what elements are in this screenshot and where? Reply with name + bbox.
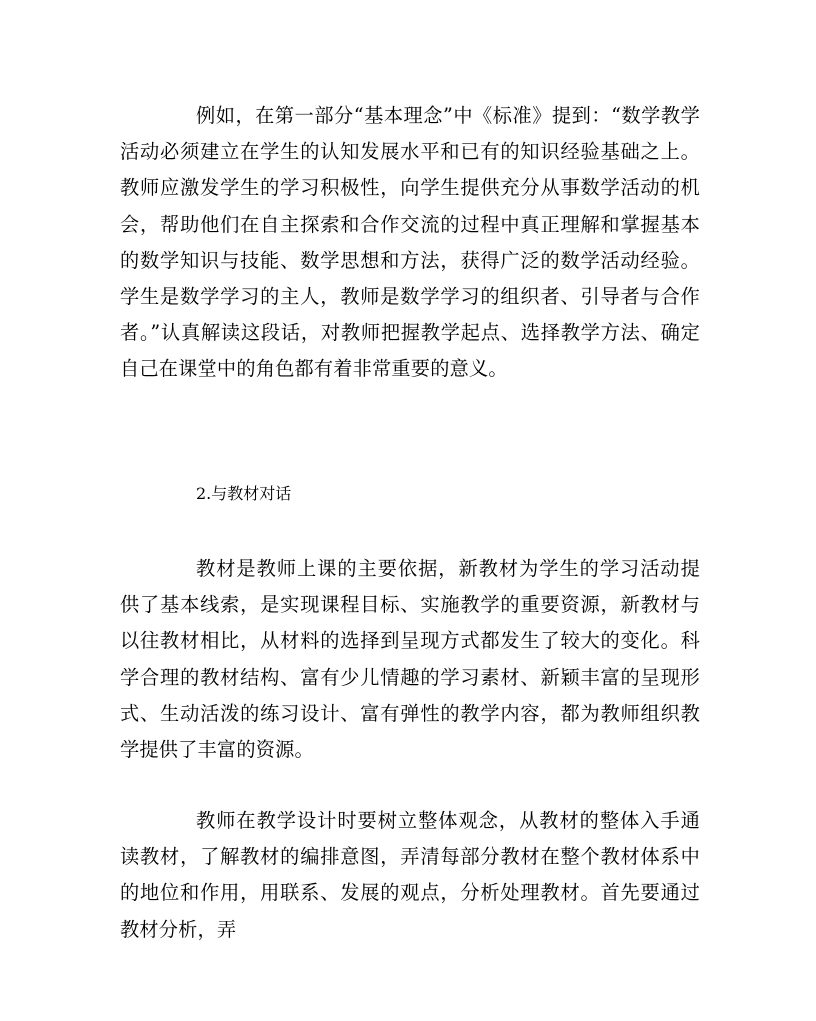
body-paragraph-standards-quote: 例如，在第一部分“基本理念”中《标准》提到：“数学教学活动必须建立在学生的认知发展水平和已有的知识经验基础之上。教师应激发学生的学习积极性，向学生提供充分从事数学活动的机会，帮助他们在自主探索和合作交流的过程中真正理解和掌握基本的数学知识与技能、数学思想和方法，获得广泛的数学活动经验。学生是数学学习的主人，教师是数学学习的组织者、引导者与合作者。”认真解读这段话，对教师把握教学起点、选择教学方法、确定自己在课堂中的角色都有着非常重要的意义。 (120, 104, 700, 381)
body-paragraph-teaching-design: 教师在教学设计时要树立整体观念，从教材的整体入手通读教材，了解教材的编排意图，弄清每部分教材在整个教材体系中的地位和作用，用联系、发展的观点，分析处理教材。首先要通过教材分析，弄 (120, 809, 700, 941)
body-paragraph-textbook-basis: 教材是教师上课的主要依据，新教材为学生的学习活动提供了基本线索，是实现课程目标、实施教学的重要资源，新教材与以往教材相比，从材料的选择到呈现方式都发生了较大的变化。科学合理的教材结构、富有少儿情趣的学习素材、新颖丰富的呈现形式、生动活泼的练习设计、富有弹性的教学内容，都为教师组织教学提供了丰富的资源。 (120, 557, 700, 762)
section-heading: 2.与教材对话 (196, 484, 292, 503)
